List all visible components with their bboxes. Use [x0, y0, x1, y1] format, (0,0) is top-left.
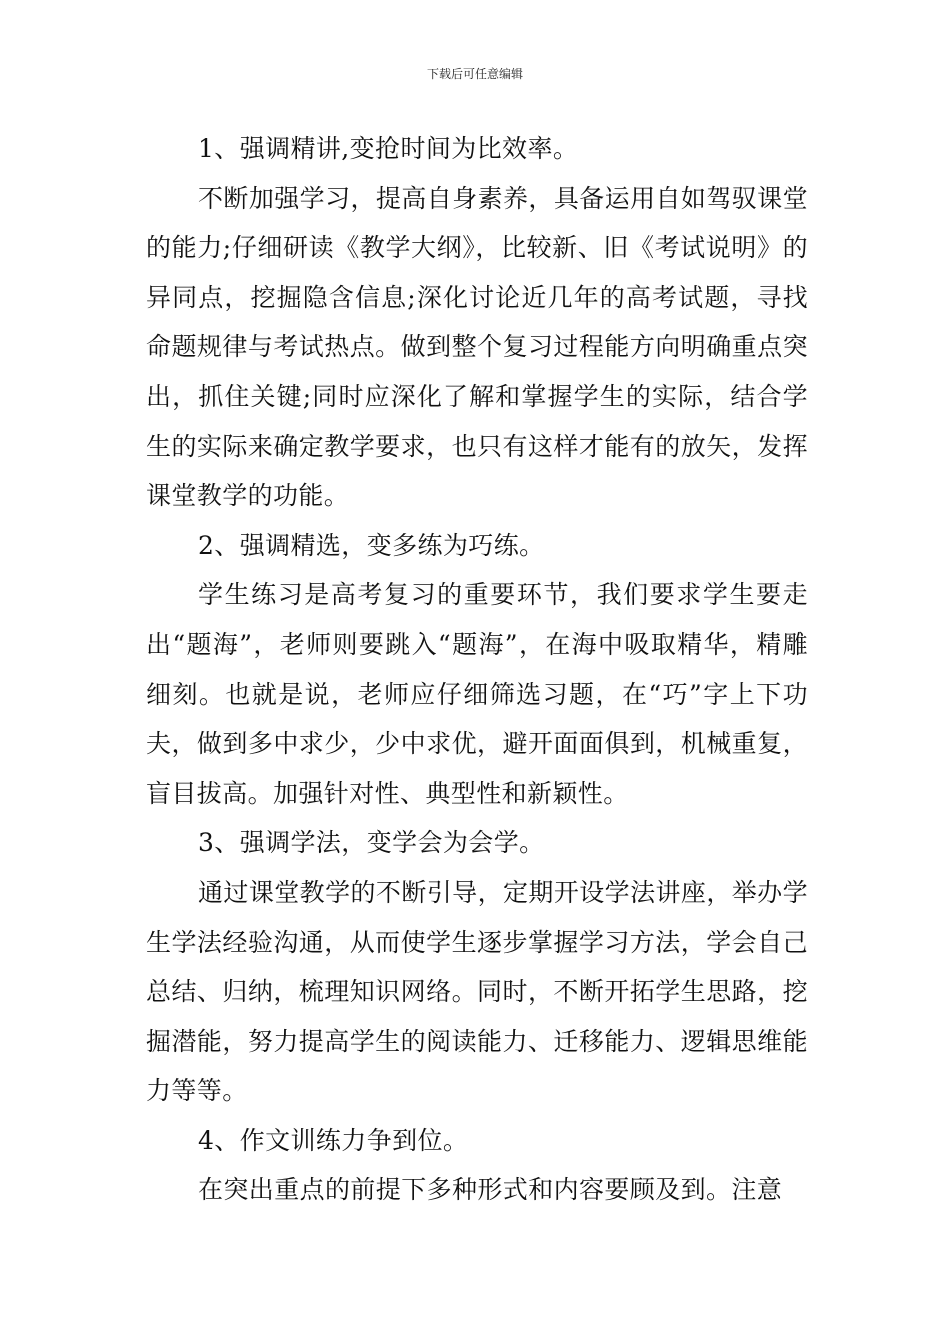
paragraph-2: 学生练习是高考复习的重要环节，我们要求学生要走出“题海”，老师则要跳入“题海”，在海中吸取精华，精雕细刻。也就是说，老师应仔细筛选习题，在“巧”字上下功夫，做到多中求少，少中求优，避开面面俱到，机械重复，盲目拔高。加强针对性、典型性和新颖性。	[146, 580, 808, 808]
section-heading-1: 1、强调精讲,变抢时间为比效率。	[198, 134, 579, 163]
section-heading-4: 4、作文训练力争到位。	[198, 1125, 469, 1155]
paragraph-4: 在突出重点的前提下多种形式和内容要顾及到。注意	[198, 1175, 783, 1205]
page-header: 下载后可任意编辑	[426, 67, 523, 81]
document-body	[146, 124, 808, 1215]
paragraph-1: 不断加强学习，提高自身素养，具备运用自如驾驭课堂的能力;仔细研读《教学大纲》，比较新、旧《考试说明》的异同点，挖掘隐含信息;深化讨论近几年的高考试题，寻找命题规律与考试热点。做到整个复习过程能方向明确重点突出，抓住关键;同时应深化了解和掌握学生的实际，结合学生的实际来确定教学要求，也只有这样才能有的放矢，发挥课堂教学的功能。	[146, 183, 808, 511]
section-heading-2: 2、强调精选，变多练为巧练。	[198, 530, 545, 560]
section-heading-3: 3、强调学法，变学会为会学。	[198, 828, 545, 858]
paragraph-3: 通过课堂教学的不断引导，定期开设学法讲座，举办学生学法经验沟通，从而使学生逐步掌握学习方法，学会自己总结、归纳，梳理知识网络。同时，不断开拓学生思路，挖掘潜能，努力提高学生的阅读能力、迁移能力、逻辑思维能力等等。	[146, 877, 808, 1106]
